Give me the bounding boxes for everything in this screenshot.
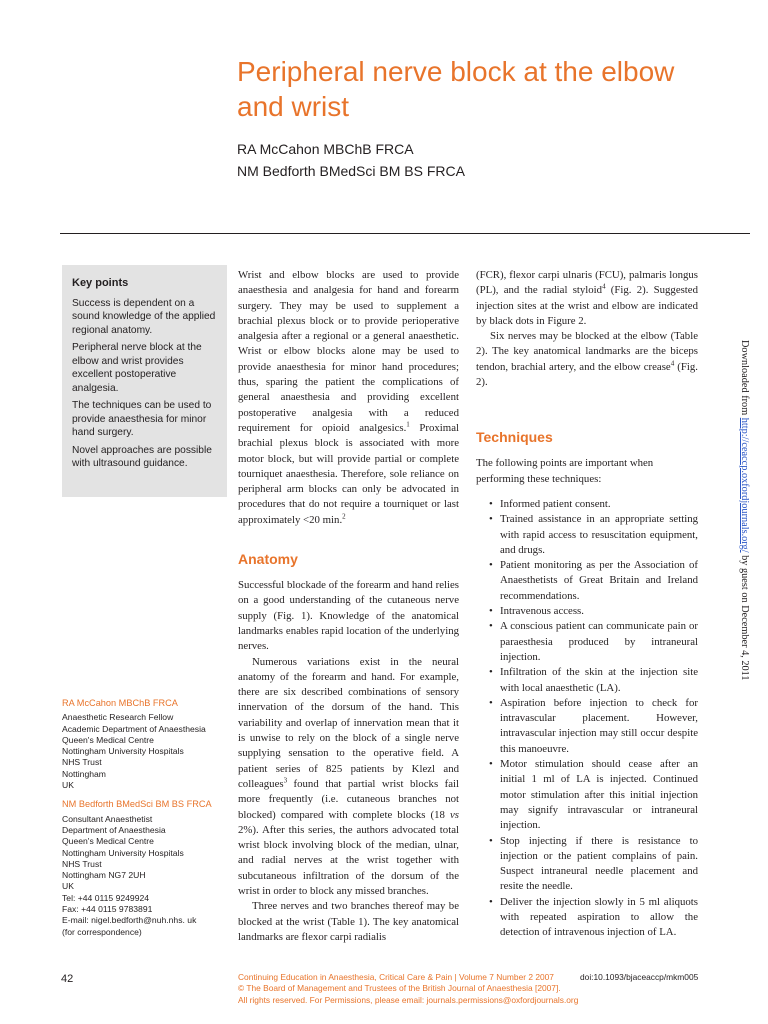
affiliation-line: Department of Anaesthesia	[62, 824, 166, 835]
citation: 2	[342, 512, 346, 521]
intro-paragraph: Wrist and elbow blocks are used to provide anaesthesia and analgesia for hand and forearm surgery. They may be used to supplement a brachial plexus block or to provide perioperative analgesia after a regional or a general anaesthetic. Wrist or elbow blocks alone may be used to provide anaesthesia for minor hand procedures; thus, sparing the patient the complications of general anaesthesia and providing excellent postoperative analgesia with a reduced requirement for opioid analgesics.$^1$ Proximal brachial plexus block is associated with more motor block, but will provide partial or complete tourniquet anaesthesia. Therefore, sole reliance on peripheral arm blocks can only be advocated in procedures that do not require a tourniquet or last approximately <20 min.$^2$	[238, 269, 459, 526]
affiliation-line: Anaesthetic Research Fellow	[62, 712, 174, 723]
list-item: • A conscious patient can communicate pain or paraesthesia produced by intraneural injection.	[500, 619, 698, 665]
affiliation-1	[62, 698, 237, 791]
anatomy-paragraph: (FCR), flexor carpi ulnaris (FCU), palmaris longus (PL), and the radial styloid$^4$ (Fig. 2). Suggested injection sites at the wrist and elbow are indicated by black dots in Figure 2.	[476, 269, 698, 327]
citation: 4	[670, 359, 675, 368]
list-item: • Patient monitoring as per the Association of Anaesthetists of Great Britain and Ireland recommendations.	[500, 558, 698, 604]
key-point-item: Success is dependent on a sound knowledge of the applied regional anatomy.	[72, 297, 216, 336]
affiliation-line: Queen's Medical Centre	[62, 836, 154, 847]
list-item: • Stop injecting if there is resistance to injection or the patient complains of pain. Suspect intraneural needle placement and resite the needle.	[500, 834, 698, 895]
list-item: • Motor stimulation should cease after an initial 1 ml of LA is injected. Continued motor stimulation after this initial injection may signify intravascular or intraneural injection.	[500, 757, 698, 833]
key-points-box	[62, 265, 227, 497]
author-2: NM Bedforth BMedSci BM BS FRCA	[237, 163, 465, 179]
affiliation-line: (for correspondence)	[62, 926, 142, 937]
affiliation-line: UK	[62, 780, 74, 791]
list-item: • Infiltration of the skin at the injection site with local anaesthetic (LA).	[500, 665, 698, 696]
anatomy-paragraph: Six nerves may be blocked at the elbow (Table 2). The key anatomical landmarks are the biceps tendon, brachial artery, and the elbow crease$^4$ (Fig. 2).	[476, 330, 698, 389]
permissions-notice: All rights reserved. For Permissions, please email: journals.permissions@oxfordjournals.org	[238, 994, 579, 1005]
copyright: © The Board of Management and Trustees of the British Journal of Anaesthesia [2007].	[238, 983, 561, 994]
citation: 1	[406, 420, 410, 429]
affiliation-line: Nottingham University Hospitals	[62, 746, 184, 757]
affiliation-line: NHS Trust	[62, 858, 102, 869]
affiliation-line: Consultant Anaesthetist	[62, 813, 153, 824]
section-heading-anatomy: Anatomy	[238, 551, 298, 568]
citation: 3	[283, 776, 288, 785]
author-affiliations	[62, 698, 237, 946]
download-sidebar	[736, 340, 754, 690]
journal-citation: Continuing Education in Anaesthesia, Critical Care & Pain | Volume 7 Number 2 2007	[238, 972, 554, 982]
affiliation-email[interactable]: E-mail: nigel.bedforth@nuh.nhs. uk	[62, 915, 197, 926]
affiliation-line: Academic Department of Anaesthesia	[62, 723, 206, 734]
section-heading-techniques: Techniques	[476, 429, 553, 446]
affiliation-line: Fax: +44 0115 9783891	[62, 904, 153, 915]
page-number: 42	[61, 973, 74, 985]
key-point-item: Peripheral nerve block at the elbow and wrist provides excellent postoperative analgesia.	[72, 342, 202, 394]
list-item: • Trained assistance in an appropriate setting with rapid access to resuscitation equipment, and drugs.	[500, 512, 698, 558]
author-1: RA McCahon MBChB FRCA	[237, 141, 414, 157]
anatomy-paragraph: Three nerves and two branches thereof may be blocked at the wrist (Table 1). The key anatomical landmarks are flexor carpi radialis	[238, 900, 459, 943]
techniques-intro: The following points are important when performing these techniques:	[476, 457, 654, 485]
affiliation-line: Nottingham University Hospitals	[62, 847, 184, 858]
key-points-heading: Key points	[72, 277, 129, 289]
affiliation-line: Nottingham	[62, 768, 106, 779]
journal-link[interactable]: http://ceaccp.oxfordjournals.org/	[739, 417, 750, 553]
affiliation-line: Nottingham NG7 2UH	[62, 870, 146, 881]
list-item: • Aspiration before injection to check for intravascular placement. However, intravascular injection may still occur despite this manoeuvre.	[500, 696, 698, 757]
author-list	[237, 138, 465, 182]
header-divider	[60, 233, 750, 234]
affiliation-line: Queen's Medical Centre	[62, 734, 154, 745]
affiliation-line: NHS Trust	[62, 757, 102, 768]
body-column-left	[238, 268, 459, 945]
body-column-right	[476, 268, 698, 941]
citation: 4	[602, 282, 606, 291]
doi: doi:10.1093/bjaceaccp/mkm005	[580, 972, 699, 982]
techniques-list	[476, 497, 698, 941]
download-notice: Downloaded from http://ceaccp.oxfordjournals.org/ by guest on December 4, 2011	[739, 340, 750, 681]
affiliation-line: Tel: +44 0115 9249924	[62, 892, 150, 903]
anatomy-paragraph: Numerous variations exist in the neural anatomy of the forearm and hand. For example, there are six described combinations of sensory innervation of the dorsum of the hand. This variability and overlap of innervation mean that it is unwise to rely on the block of a single nerve supplying sensation to the operative field. A patient series of 825 patients by Klezl and colleagues$^3$ found that partial wrist blocks fail more frequently (i.e. cutaneous branches not blocked) compared with complete blocks (18 vs 2%). After this series, the authors advocated total wrist block involving block of the median, ulnar, and radial nerves at the wrist together with subcutaneous infiltration of the dorsum of the wrist in order to block any missed branches.	[238, 655, 459, 897]
list-item: • Deliver the injection slowly in 5 ml aliquots with repeated aspiration to allow the detection of intravenous injection of LA.	[500, 895, 698, 941]
page-footer	[238, 972, 708, 1006]
list-item: • Informed patient consent.	[500, 497, 698, 512]
article-title: Peripheral nerve block at the elbow and wrist	[237, 56, 675, 122]
affiliation-name: NM Bedforth BMedSci BM BS FRCA	[62, 799, 212, 810]
anatomy-paragraph: Successful blockade of the forearm and hand relies on a good understanding of the cutaneous nerve supply (Fig. 1). Knowledge of the anatomical landmarks enables rapid location of the underlying nerves.	[238, 579, 459, 653]
affiliation-2	[62, 799, 237, 938]
list-item: • Intravenous access.	[500, 604, 698, 619]
key-point-item: Novel approaches are possible with ultrasound guidance.	[72, 444, 212, 469]
affiliation-name: RA McCahon MBChB FRCA	[62, 698, 178, 708]
key-point-item: The techniques can be used to provide anaesthesia for minor hand surgery.	[72, 400, 212, 438]
affiliation-line: UK	[62, 881, 74, 892]
